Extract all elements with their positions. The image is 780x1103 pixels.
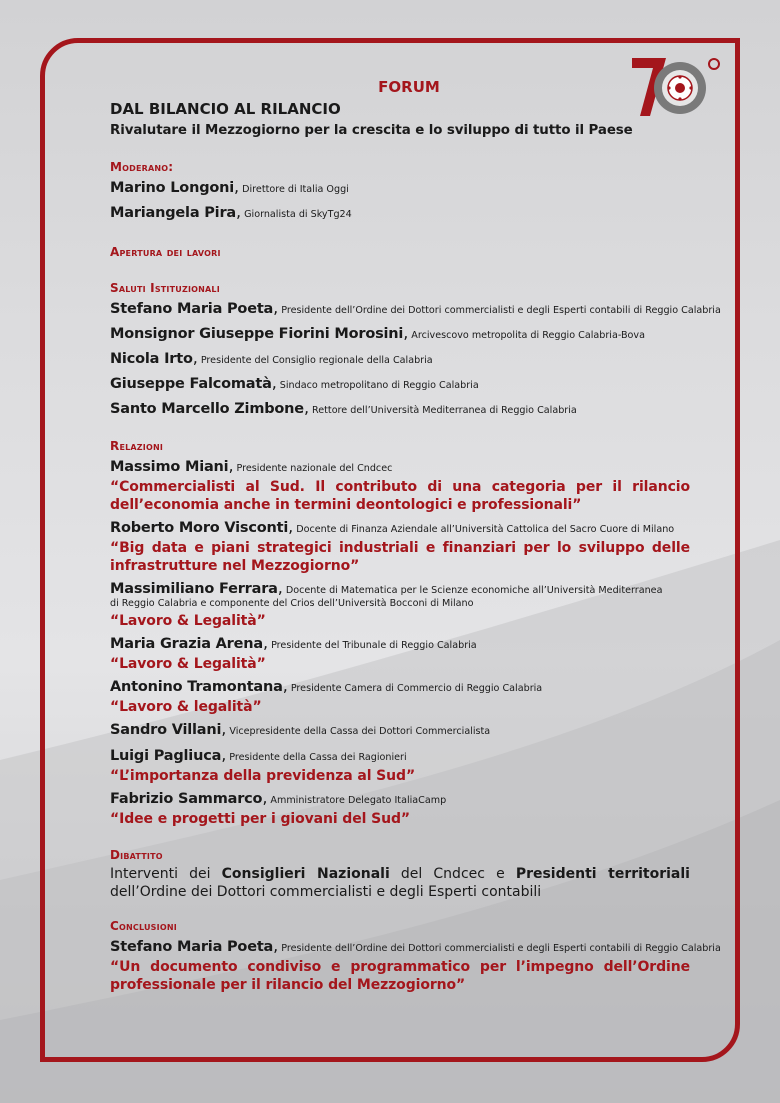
speaker-entry: Santo Marcello Zimbone, Rettore dell’Università Mediterranea di Reggio Calabria: [110, 398, 577, 417]
section-apertura: Apertura dei lavori: [110, 245, 221, 259]
person-role: Amministratore Delegato ItaliaCamp: [270, 795, 447, 806]
moderator-entry: Marino Longoni, Direttore di Italia Oggi: [110, 177, 349, 196]
person-role: Presidente dell’Ordine dei Dottori commercialisti e degli Esperti contabili di Reggio Calabria: [281, 305, 721, 316]
speaker-entry: Nicola Irto, Presidente del Consiglio regionale della Calabria: [110, 348, 433, 367]
speaker-entry: Fabrizio Sammarco, Amministratore Delegato ItaliaCamp: [110, 788, 447, 807]
person-role: Presidente della Cassa dei Ragionieri: [229, 752, 407, 763]
program-content: [110, 78, 721, 997]
event-subtitle: Rivalutare il Mezzogiorno per la crescita e lo sviluppo di tutto il Paese: [110, 123, 633, 138]
person-name: Sandro Villani: [110, 722, 222, 738]
person-role: Presidente dell’Ordine dei Dottori commercialisti e degli Esperti contabili di Reggio Calabria: [281, 943, 721, 954]
person-role: Arcivescovo metropolita di Reggio Calabria-Bova: [411, 330, 645, 341]
person-role-continued: di Reggio Calabria e componente del Crios dell’Università Bocconi di Milano: [110, 598, 474, 609]
person-role: Docente di Matematica per le Scienze economiche all’Università Mediterranea: [285, 585, 663, 596]
speaker-entry: Massimo Miani, Presidente nazionale del Cndcec: [110, 456, 393, 475]
talk-title: “Un documento condiviso e programmatico per l’impegno dell’Ordine professionale per il rilancio del Mezzogiorno”: [110, 959, 690, 993]
person-name: Marino Longoni: [110, 180, 235, 196]
talk-title: “Idee e progetti per i giovani del Sud”: [110, 811, 410, 827]
person-name: Giuseppe Falcomatà: [110, 376, 272, 392]
speaker-entry: Giuseppe Falcomatà, Sindaco metropolitano di Reggio Calabria: [110, 373, 479, 392]
talk-title: “L’importanza della previdenza al Sud”: [110, 768, 416, 784]
person-name: Stefano Maria Poeta: [110, 939, 274, 955]
person-role: Giornalista di SkyTg24: [244, 209, 352, 220]
person-name: Massimo Miani: [110, 459, 229, 475]
section-moderano: Moderano:: [110, 160, 174, 174]
person-name: Antonino Tramontana: [110, 679, 283, 695]
person-name: Nicola Irto: [110, 351, 193, 367]
person-role: Direttore di Italia Oggi: [242, 184, 349, 195]
talk-title: “Lavoro & Legalità”: [110, 656, 266, 672]
person-name: Maria Grazia Arena: [110, 636, 263, 652]
section-dibattito: Dibattito: [110, 848, 163, 862]
event-title: DAL BILANCIO AL RILANCIO: [110, 100, 341, 118]
speaker-entry: Roberto Moro Visconti, Docente di Finanza Aziendale all’Università Cattolica del Sacro Cuore di Milano: [110, 517, 675, 536]
person-name: Roberto Moro Visconti: [110, 520, 289, 536]
person-name: Santo Marcello Zimbone: [110, 401, 304, 417]
forum-label: FORUM: [378, 78, 440, 96]
person-name: Mariangela Pira: [110, 205, 236, 221]
talk-title: “Commercialisti al Sud. Il contributo di una categoria per il rilancio dell’economia anche in termini deontologici e professionali”: [110, 479, 690, 513]
speaker-entry: Luigi Pagliuca, Presidente della Cassa dei Ragionieri: [110, 745, 407, 764]
person-role: Docente di Finanza Aziendale all’Università Cattolica del Sacro Cuore di Milano: [296, 524, 675, 535]
person-role: Presidente nazionale del Cndcec: [236, 463, 393, 474]
speaker-entry: Stefano Maria Poeta, Presidente dell’Ordine dei Dottori commercialisti e degli Esperti contabili di Reggio Calabria: [110, 936, 721, 955]
section-saluti: Saluti Istituzionali: [110, 281, 220, 295]
talk-title: “Lavoro & Legalità”: [110, 613, 266, 629]
speaker-entry: Monsignor Giuseppe Fiorini Morosini, Arcivescovo metropolita di Reggio Calabria-Bova: [110, 323, 645, 342]
talk-title: “Lavoro & legalità”: [110, 699, 262, 715]
speaker-entry: Antonino Tramontana, Presidente Camera di Commercio di Reggio Calabria: [110, 676, 543, 695]
speaker-entry: Stefano Maria Poeta, Presidente dell’Ordine dei Dottori commercialisti e degli Esperti contabili di Reggio Calabria: [110, 298, 721, 317]
speaker-entry: Massimiliano Ferrara, Docente di Matematica per le Scienze economiche all’Università Mediterranea: [110, 578, 663, 597]
person-role: Presidente del Consiglio regionale della Calabria: [200, 355, 433, 366]
dibattito-text: Interventi dei Consiglieri Nazionali del Cndcec e Presidenti territoriali dell’Ordine dei Dottori commercialisti e degli Esperti contabili: [110, 866, 690, 900]
person-role: Presidente del Tribunale di Reggio Calabria: [271, 640, 477, 651]
section-conclusioni: Conclusioni: [110, 919, 177, 933]
person-role: Sindaco metropolitano di Reggio Calabria: [279, 380, 479, 391]
person-role: Rettore dell’Università Mediterranea di Reggio Calabria: [312, 405, 577, 416]
person-name: Stefano Maria Poeta: [110, 301, 274, 317]
person-name: Monsignor Giuseppe Fiorini Morosini: [110, 326, 404, 342]
person-role: Vicepresidente della Cassa dei Dottori Commercialista: [229, 726, 491, 737]
person-name: Luigi Pagliuca: [110, 748, 222, 764]
section-relazioni: Relazioni: [110, 439, 164, 453]
person-role: Presidente Camera di Commercio di Reggio Calabria: [290, 683, 543, 694]
moderator-entry: Mariangela Pira, Giornalista di SkyTg24: [110, 202, 352, 221]
person-name: Massimiliano Ferrara: [110, 581, 278, 597]
speaker-entry: Maria Grazia Arena, Presidente del Tribunale di Reggio Calabria: [110, 633, 477, 652]
speaker-entry: Sandro Villani, Vicepresidente della Cassa dei Dottori Commercialista: [110, 719, 491, 738]
person-name: Fabrizio Sammarco: [110, 791, 263, 807]
talk-title: “Big data e piani strategici industriali e finanziari per lo sviluppo delle infrastrutture nel Mezzogiorno”: [110, 540, 690, 574]
